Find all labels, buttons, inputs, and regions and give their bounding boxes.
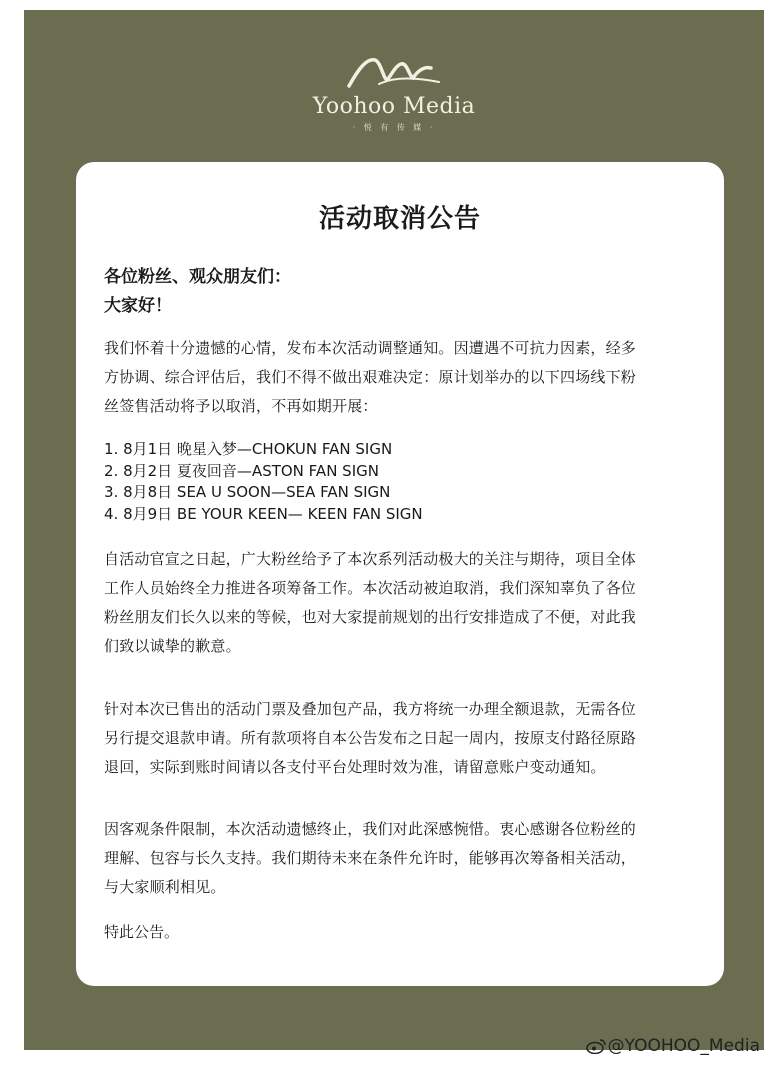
notice-title: 活动取消公告 xyxy=(318,204,481,234)
paragraph-thanks: 因客观条件限制，本次活动遗憾终止，我们对此深感惋惜。衷心感谢各位粉丝的 理解、包容与长久支持。我们期待未来在条件允许时，能够再次筹备相关活动， 与大家顺利相见。 xyxy=(104,820,637,896)
event-item: 1. 8月1日 晚星入梦—CHOKUN FAN SIGN xyxy=(104,440,393,458)
cancelled-events-list xyxy=(104,439,423,525)
closing-text: 特此公告。 xyxy=(104,923,180,941)
notice-card xyxy=(76,162,724,986)
paragraph-refund: 针对本次已售出的活动门票及叠加包产品，我方将统一办理全额退款，无需各位 另行提交退款申请。所有款项将自本公告发布之日起一周内，按原支付路径原路 退回，实际到账时间请以各支付平台处理时效为准，请留意账户变动通知。 xyxy=(104,700,637,776)
paragraph-apology: 自活动官宣之日起，广大粉丝给予了本次系列活动极大的关注与期待，项目全体 工作人员始终全力推进各项筹备工作。本次活动被迫取消，我们深知辜负了各位 粉丝朋友们长久以来的等候，也对大家提前规划的出行安排造成了不便，对此我 们致以诚挚的歉意。 xyxy=(104,550,637,655)
greeting-line-2: 大家好！ xyxy=(104,296,172,316)
brand-logo xyxy=(24,48,764,133)
brand-name: Yoohoo Media xyxy=(312,94,476,119)
brand-tagline: · 悦 有 传 媒 · xyxy=(352,123,436,132)
event-item: 2. 8月2日 夏夜回音—ASTON FAN SIGN xyxy=(104,461,379,480)
poster-background xyxy=(24,10,764,1050)
weibo-icon xyxy=(586,1038,606,1054)
weibo-handle: @YOOHOO_Media xyxy=(607,1036,760,1056)
paragraph-announcement: 我们怀着十分遗憾的心情，发布本次活动调整通知。因遭遇不可抗力因素，经多 方协调、综合评估后，我们不得不做出艰难决定：原计划举办的以下四场线下粉 丝签售活动将予以取消，不再如期开展： xyxy=(104,339,637,415)
greeting-line-1: 各位粉丝、观众朋友们： xyxy=(104,267,291,287)
event-item: 4. 8月9日 BE YOUR KEEN— KEEN FAN SIGN xyxy=(104,504,423,523)
mountain-logo-icon xyxy=(339,48,449,92)
event-item: 3. 8月8日 SEA U SOON—SEA FAN SIGN xyxy=(104,483,391,501)
greeting xyxy=(104,263,291,321)
watermark-handle xyxy=(586,1036,760,1056)
